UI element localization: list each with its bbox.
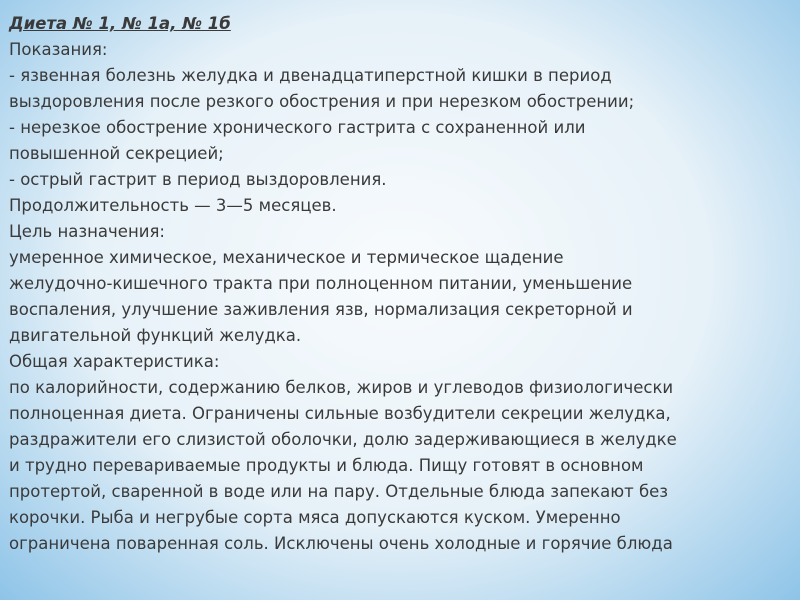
text-line: Цель назначения: — [9, 222, 165, 241]
text-line: воспаления, улучшение заживления язв, нормализация секреторной и — [9, 300, 633, 319]
text-line: выздоровления после резкого обострения и при нерезком обострении; — [9, 92, 635, 111]
text-line: умеренное химическое, механическое и термическое щадение — [9, 248, 564, 267]
text-line: полноценная диета. Ограничены сильные возбудители секреции желудка, — [9, 404, 671, 423]
text-line: - язвенная болезнь желудка и двенадцатиперстной кишки в период — [9, 66, 612, 85]
text-line: Общая характеристика: — [9, 352, 220, 371]
text-line: повышенной секрецией; — [9, 144, 224, 163]
text-line: - нерезкое обострение хронического гастрита с сохраненной или — [9, 118, 586, 137]
text-line: корочки. Рыба и негрубые сорта мяса допускаются куском. Умеренно — [9, 508, 621, 527]
text-line: ограничена поваренная соль. Исключены очень холодные и горячие блюда — [9, 534, 673, 553]
slide-title: Диета № 1, № 1а, № 1б — [9, 14, 231, 33]
text-line: и трудно перевариваемые продукты и блюда. Пищу готовят в основном — [9, 456, 644, 475]
text-line: желудочно-кишечного тракта при полноценном питании, уменьшение — [9, 274, 633, 293]
text-line: Показания: — [9, 40, 108, 59]
text-line: протертой, сваренной в воде или на пару. Отдельные блюда запекают без — [9, 482, 669, 501]
text-line: двигательной функций желудка. — [9, 326, 302, 345]
text-line: раздражители его слизистой оболочки, долю задерживающиеся в желудке — [9, 430, 677, 449]
text-line: Продолжительность — 3—5 месяцев. — [9, 196, 337, 215]
text-line: по калорийности, содержанию белков, жиров и углеводов физиологически — [9, 378, 674, 397]
slide-lines — [9, 37, 790, 557]
text-line: - острый гастрит в период выздоровления. — [9, 170, 387, 189]
